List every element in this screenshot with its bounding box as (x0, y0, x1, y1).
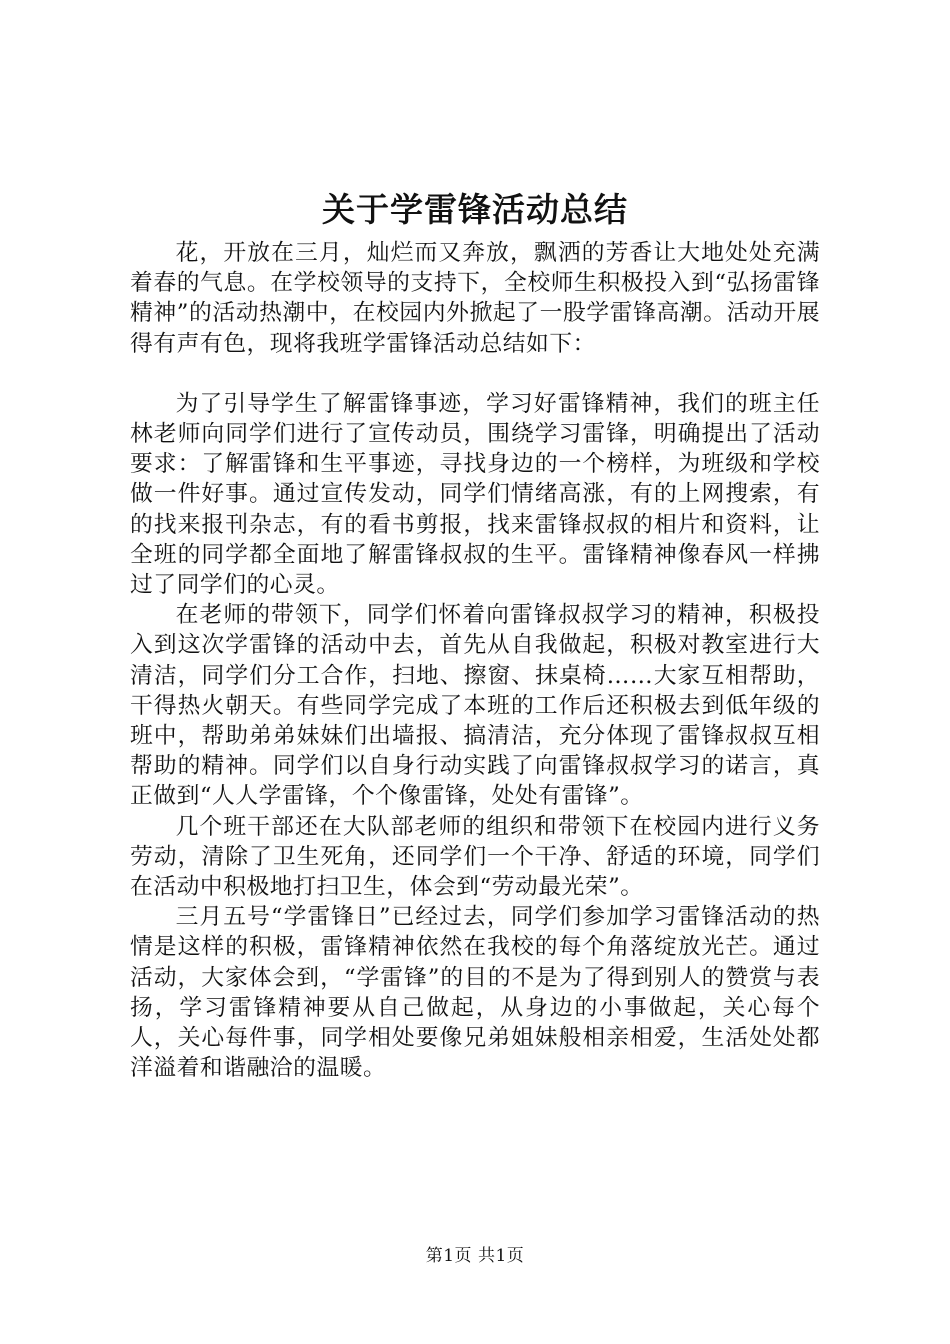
document-body (130, 238, 820, 1083)
paragraph-cleaning: 在老师的带领下，同学们怀着向雷锋叔叔学习的精神，积极投入到这次学雷锋的活动中去，首先从自我做起，积极对教室进行大清洁，同学们分工合作，扫地、擦窗、抹桌椅……大家互相帮助，干得热火朝天。有些同学完成了本班的工作后还积极去到低年级的班中，帮助弟弟妹妹们出墙报、搞清洁，充分体现了雷锋叔叔互相帮助的精神。同学们以自身行动实践了向雷锋叔叔学习的诺言，真正做到“人人学雷锋，个个像雷锋，处处有雷锋”。 (130, 602, 820, 810)
paragraph-conclusion: 三月五号“学雷锋日”已经过去，同学们参加学习雷锋活动的热情是这样的积极，雷锋精神依然在我校的每个角落绽放光芒。通过活动，大家体会到，“学雷锋”的目的不是为了得到别人的赞赏与表扬，学习雷锋精神要从自己做起，从身边的小事做起，关心每个人，关心每件事，同学相处要像兄弟姐妹般相亲相爱，生活处处都洋溢着和谐融洽的温暖。 (130, 904, 820, 1082)
page-footer: 第1页 共1页 (425, 1246, 525, 1266)
document-title: 关于学雷锋活动总结 (322, 190, 628, 229)
paragraph-publicity: 为了引导学生了解雷锋事迹，学习好雷锋精神，我们的班主任林老师向同学们进行了宣传动员，围绕学习雷锋，明确提出了活动要求：了解雷锋和生平事迹，寻找身边的一个榜样，为班级和学校做一件好事。通过宣传发动，同学们情绪高涨，有的上网搜索，有的找来报刊杂志，有的看书剪报，找来雷锋叔叔的相片和资料，让全班的同学都全面地了解雷锋叔叔的生平。雷锋精神像春风一样拂过了同学们的心灵。 (130, 390, 820, 599)
paragraph-labor: 几个班干部还在大队部老师的组织和带领下在校园内进行义务劳动，清除了卫生死角，还同学们一个干净、舒适的环境，同学们在活动中积极地打扫卫生，体会到“劳动最光荣”。 (130, 813, 820, 901)
paragraph-intro: 花，开放在三月，灿烂而又奔放，飘洒的芳香让大地处处充满着春的气息。在学校领导的支持下，全校师生积极投入到“弘扬雷锋精神”的活动热潮中，在校园内外掀起了一股学雷锋高潮。活动开展得有声有色，现将我班学雷锋活动总结如下： (130, 240, 820, 357)
